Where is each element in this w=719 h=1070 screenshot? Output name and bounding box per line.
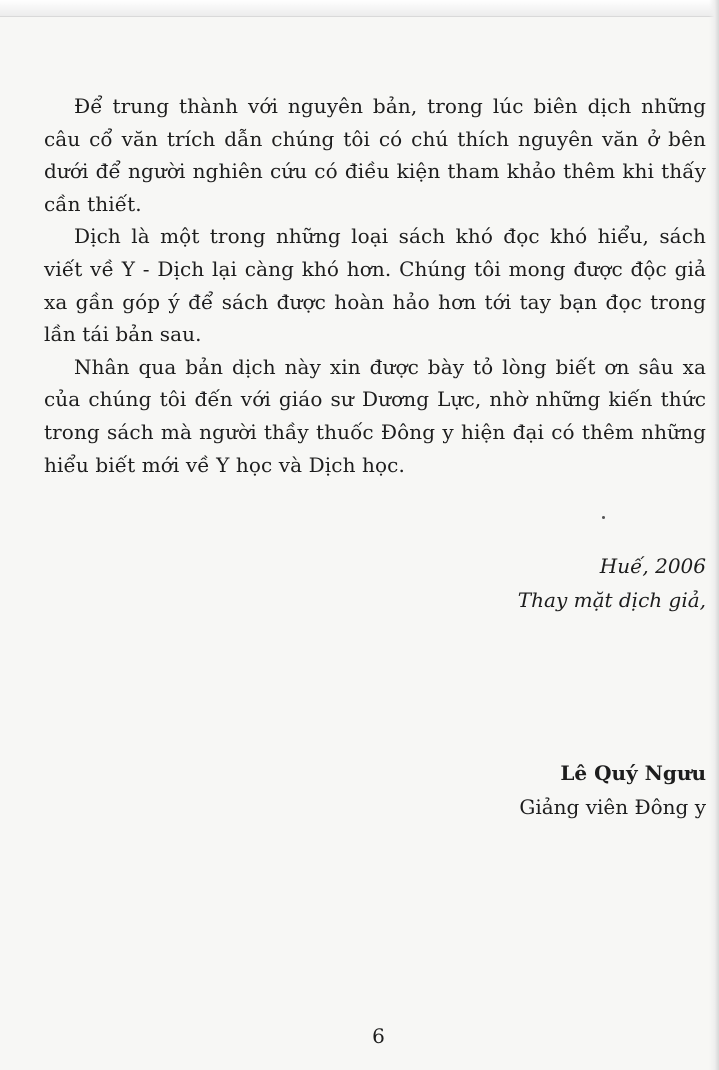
top-edge xyxy=(0,0,719,17)
paragraph-2: Dịch là một trong những loại sách khó đọc khó hiểu, sách viết về Y - Dịch lại càng khó hơn. Chúng tôi mong được độc giả xa gần góp ý để sách được hoàn hảo hơn tới tay bạn đọc trong lần tái bản sau. xyxy=(44,224,706,347)
paragraph-3: Nhân qua bản dịch này xin được bày tỏ lòng biết ơn sâu xa của chúng tôi đến với giáo sư Dương Lực, nhờ những kiến thức trong sách mà người thầy thuốc Đông y hiện đại có thêm những hiểu biết mới về Y học và Dịch học. xyxy=(44,354,706,477)
page-gutter-shadow xyxy=(709,0,719,1070)
signer-title: Giảng viên Đông y xyxy=(519,795,706,819)
stray-dot-mark xyxy=(602,516,605,519)
signer-role: Thay mặt dịch giả, xyxy=(517,588,706,612)
place-date: Huế, 2006 xyxy=(599,554,706,578)
paragraph-1: Để trung thành với nguyên bản, trong lúc biên dịch những câu cổ văn trích dẫn chúng tôi có chú thích nguyên văn ở bên dưới để người nghiên cứu có điều kiện tham khảo thêm khi thấy cần thiết. xyxy=(44,94,706,216)
page-number: 6 xyxy=(372,1024,385,1048)
signer-name: Lê Quý Ngưu xyxy=(560,761,706,785)
body-text xyxy=(44,90,706,481)
